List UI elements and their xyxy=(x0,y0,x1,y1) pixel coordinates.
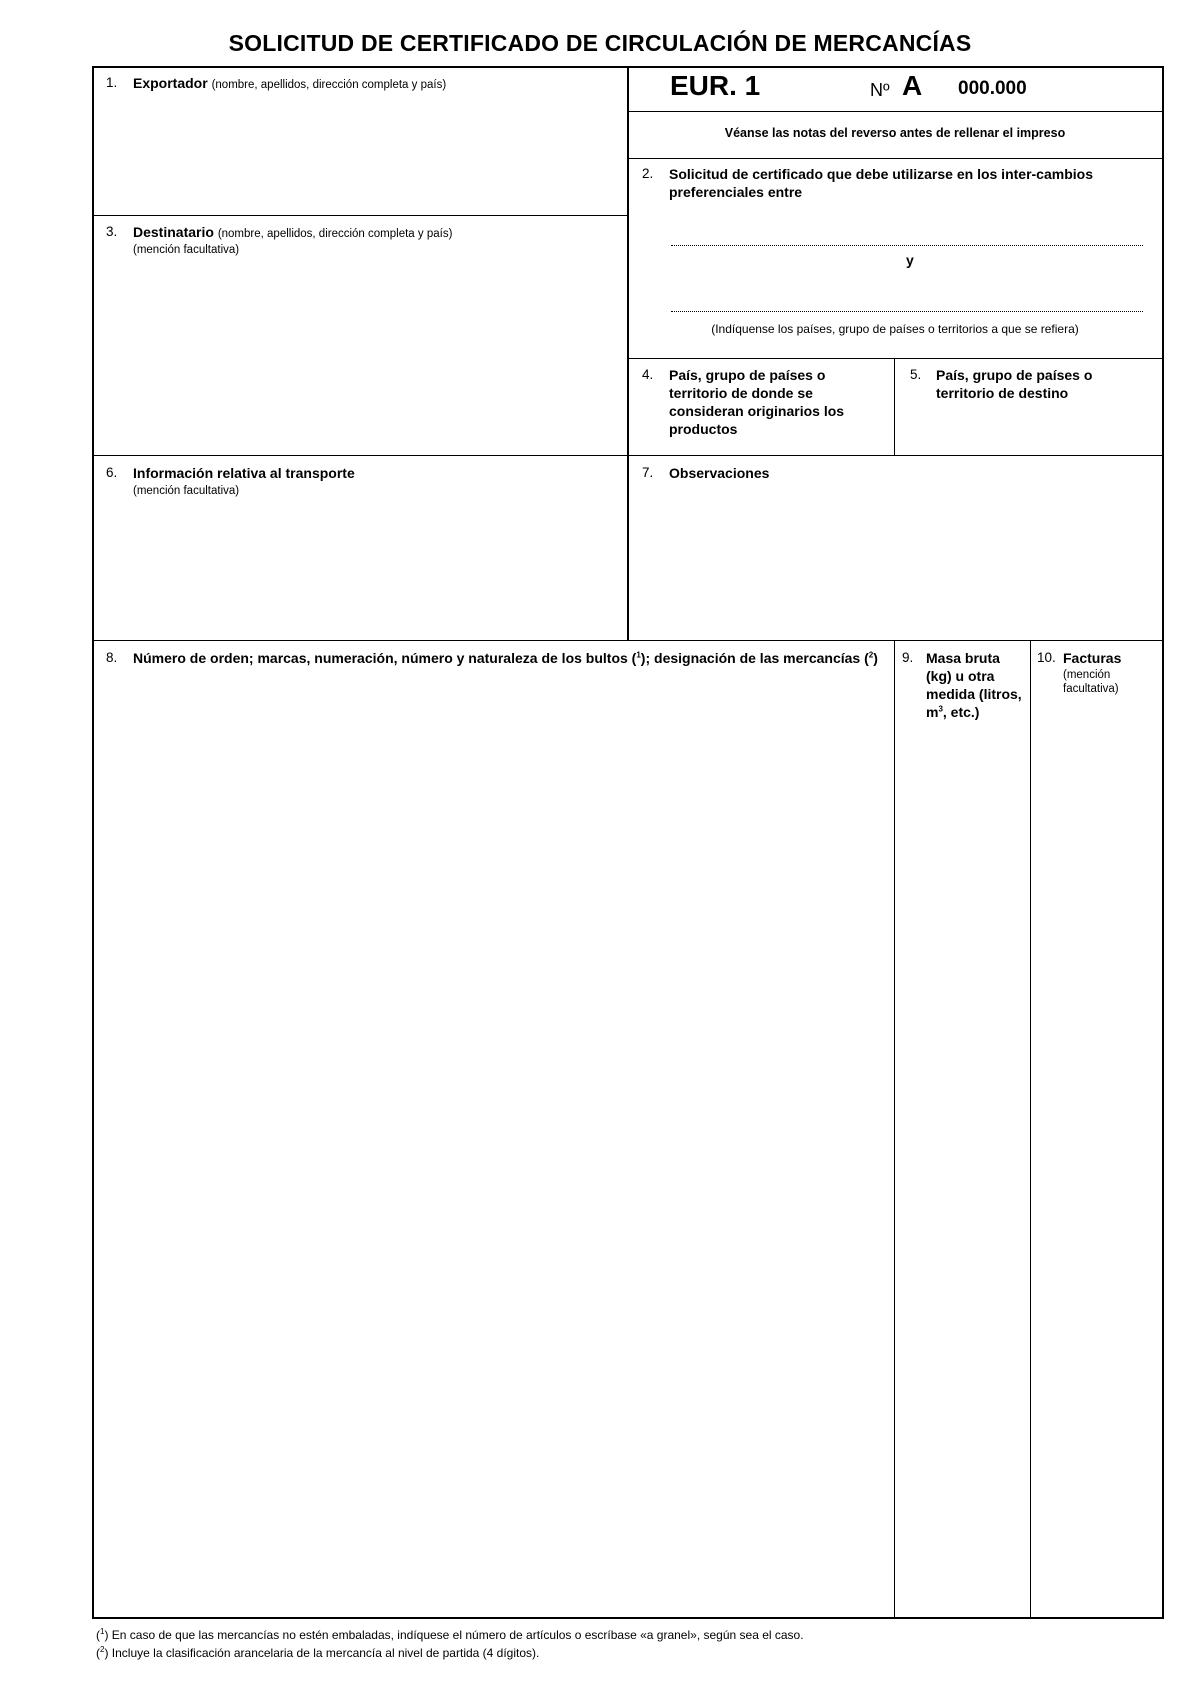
box10-label: Facturas xyxy=(1063,650,1122,666)
form-code: EUR. 1 xyxy=(670,70,761,101)
box3-number: 3. xyxy=(106,224,118,239)
number-label: Nº xyxy=(870,80,890,100)
box2-label: Solicitud de certificado que debe utilizarse en los inter-cambios preferenciales entre xyxy=(669,166,1093,200)
footnote-2: ($^2$) Incluye la clasificación arancelaria de la mercancía al nivel de partida (4 dígitos). xyxy=(96,1645,540,1660)
box3-hint: (nombre, apellidos, dirección completa y país) xyxy=(217,228,453,240)
box4-number: 4. xyxy=(642,367,654,382)
box5-label: País, grupo de países o territorio de destino xyxy=(936,367,1093,401)
box8-label: Número de orden; marcas, numeración, número y naturaleza de los bultos ($^1$); designación de las mercancías ($^2$) xyxy=(133,650,878,666)
box9-label: Masa bruta (kg) u otra medida (litros, $m^3$, etc.) xyxy=(926,650,1022,720)
box10-number: 10. xyxy=(1037,650,1056,665)
footnote-1: ($^1$) En caso de que las mercancías no estén embaladas, indíquese el número de artículos o escríbase «a granel», según sea el caso. xyxy=(96,1627,804,1642)
box7-number: 7. xyxy=(642,465,654,480)
box4-label: País, grupo de países o territorio de donde se consideran originarios los productos xyxy=(669,367,845,437)
country-2-line[interactable] xyxy=(671,311,1143,312)
box1-number: 1. xyxy=(106,75,118,90)
box10-optional: (mención facultativa) xyxy=(1063,669,1119,695)
box6-number: 6. xyxy=(106,465,118,480)
box9-number: 9. xyxy=(902,650,914,665)
box2-number: 2. xyxy=(642,166,654,181)
form-title: SOLICITUD DE CERTIFICADO DE CIRCULACIÓN DE MERCANCÍAS xyxy=(228,30,972,56)
box2-hint: (Indíquense los países, grupo de países o territorios a que se refiera) xyxy=(711,322,1079,336)
box3-optional: (mención facultativa) xyxy=(133,244,240,256)
box2-conjunction: y xyxy=(906,252,914,268)
series-letter: A xyxy=(902,70,923,101)
box1-label: Exportador xyxy=(133,75,208,91)
box6-optional: (mención facultativa) xyxy=(133,485,240,497)
box7-label: Observaciones xyxy=(669,465,770,481)
country-1-line[interactable] xyxy=(671,245,1143,246)
box3-label: Destinatario xyxy=(133,224,214,240)
box6-label: Información relativa al transporte xyxy=(133,465,355,481)
reverse-notes: Véanse las notas del reverso antes de rellenar el impreso xyxy=(724,126,1066,140)
certificate-number: 000.000 xyxy=(958,78,1027,99)
box1-hint: (nombre, apellidos, dirección completa y país) xyxy=(211,79,447,91)
box5-number: 5. xyxy=(910,367,922,382)
box8-number: 8. xyxy=(106,650,118,665)
